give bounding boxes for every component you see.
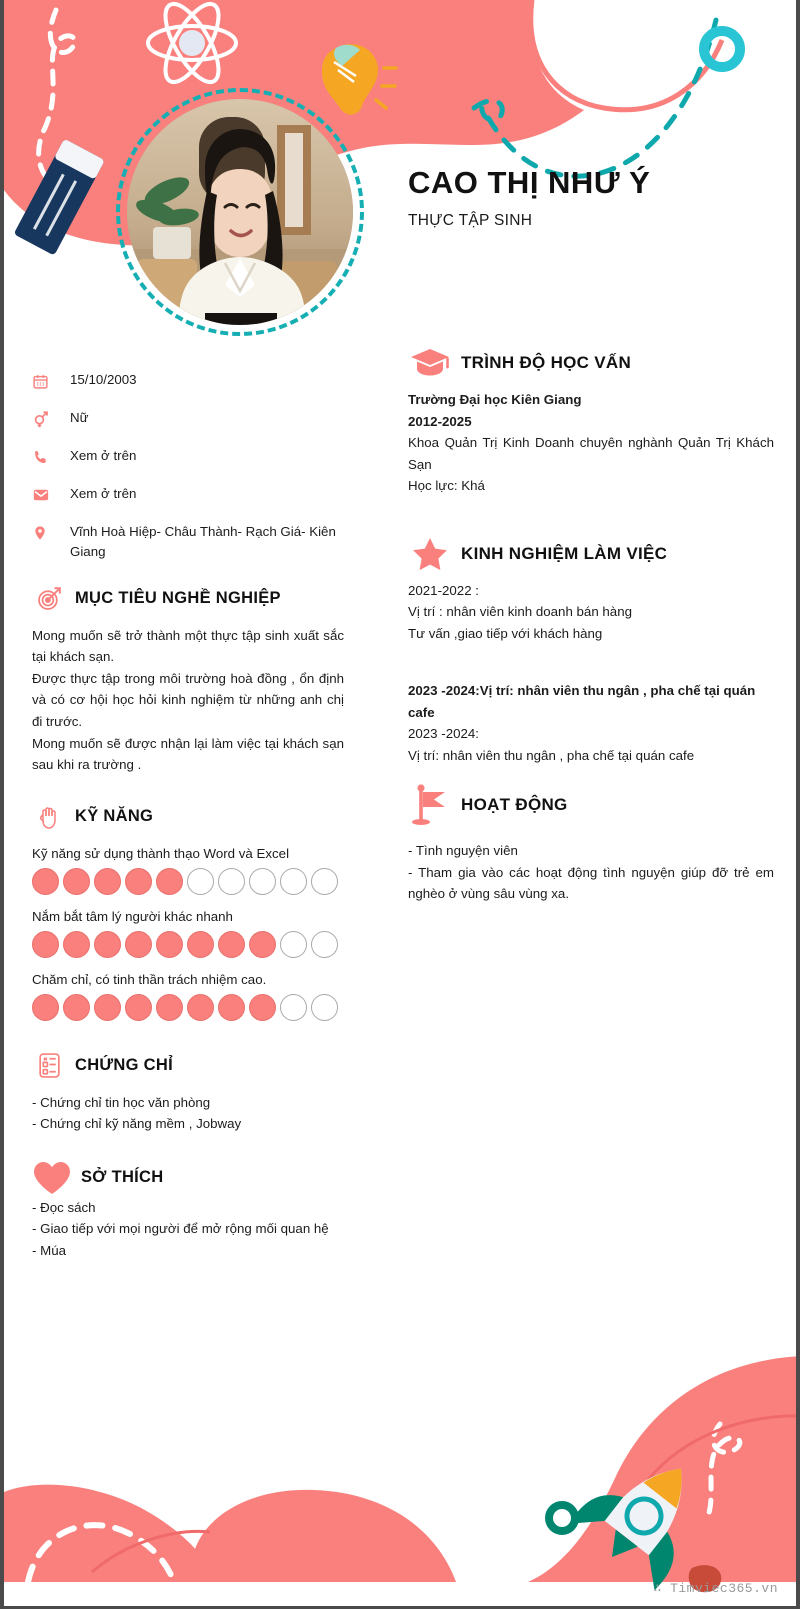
atom-nucleus <box>179 30 205 56</box>
skill-label: Chăm chỉ, có tinh thần trách nhiệm cao. <box>32 971 267 987</box>
hobby-item: - Đọc sách <box>32 1199 96 1215</box>
skill-item <box>32 972 344 1021</box>
section-title: KỸ NĂNG <box>75 807 154 826</box>
contact-value: Nữ <box>70 410 89 425</box>
objective-p1: Mong muốn sẽ trở thành một thực tập sinh xuất sắc tại khách sạn. <box>32 627 344 665</box>
experience-detail: Tư vấn ,giao tiếp với khách hàng <box>408 625 603 641</box>
section-title: CHỨNG CHỈ <box>75 1056 173 1075</box>
rating-dot-empty <box>280 868 307 895</box>
hobby-item: - Giao tiếp với mọi người để mở rộng mối quan hệ <box>32 1221 329 1237</box>
skill-label: Nắm bắt tâm lý người khác nhanh <box>32 908 233 924</box>
section-title: SỞ THÍCH <box>81 1168 164 1187</box>
rating-dot-filled <box>32 994 59 1021</box>
contact-item-birthday <box>32 370 344 391</box>
section-title: MỤC TIÊU NGHỀ NGHIỆP <box>75 589 281 608</box>
skill-rating-1 <box>32 931 344 958</box>
skill-item <box>32 846 344 895</box>
contact-value: 15/10/2003 <box>70 372 137 387</box>
rating-dot-empty <box>311 868 338 895</box>
section-header <box>32 1051 344 1081</box>
graduation-cap-icon <box>408 348 452 378</box>
rating-dot-filled <box>187 931 214 958</box>
section-objective <box>32 584 344 776</box>
section-header <box>408 539 774 569</box>
contact-value: Xem ở trên <box>70 448 137 463</box>
skill-label: Kỹ năng sử dụng thành thạo Word và Excel <box>32 845 290 861</box>
rating-dot-filled <box>94 868 121 895</box>
experience-position: Vị trí : nhân viên kinh doanh bán hàng <box>408 604 632 620</box>
section-header <box>408 348 774 378</box>
activity-item: - Tham gia vào các hoạt động tình nguyện giúp đỡ trẻ em nghèo ở vùng sâu vùng xa. <box>408 864 774 902</box>
section-skills <box>32 802 344 1021</box>
phone-icon <box>32 447 58 467</box>
experience-period: 2023 -2024: <box>408 726 479 742</box>
target-icon <box>32 584 66 614</box>
skill-rating-2 <box>32 994 344 1021</box>
gender-icon <box>32 409 58 429</box>
rating-dot-filled <box>94 994 121 1021</box>
rating-dot-filled <box>125 931 152 958</box>
contact-item-address <box>32 522 344 562</box>
name-block <box>408 166 650 230</box>
experience-position: Vị trí: nhân viên thu ngân , pha chế tại quán cafe <box>408 747 695 763</box>
rating-dot-filled <box>125 868 152 895</box>
rating-dot-filled <box>63 931 90 958</box>
rating-dot-filled <box>125 994 152 1021</box>
contact-value: Xem ở trên <box>70 486 137 501</box>
rating-dot-empty <box>249 868 276 895</box>
contact-value: Vĩnh Hoà Hiệp- Châu Thành- Rạch Giá- Kiên Giang <box>70 524 336 559</box>
right-column <box>408 348 774 905</box>
star-icon <box>408 539 452 569</box>
education-years: 2012-2025 <box>408 413 472 429</box>
section-header <box>32 584 344 614</box>
rating-dot-empty <box>280 994 307 1021</box>
rating-dot-filled <box>63 994 90 1021</box>
skill-rating-0 <box>32 868 344 895</box>
education-major: Khoa Quản Trị Kinh Doanh chuyên nghành Quản Trị Khách Sạn <box>408 435 774 472</box>
section-title: HOẠT ĐỘNG <box>461 795 568 815</box>
rating-dot-filled <box>32 931 59 958</box>
hand-icon <box>32 802 66 832</box>
rating-dot-empty <box>311 994 338 1021</box>
pink-hill-center <box>191 1490 456 1582</box>
rating-dot-empty <box>218 868 245 895</box>
footer-decoration <box>4 1316 800 1606</box>
section-education <box>408 348 774 497</box>
section-hobbies <box>32 1163 344 1262</box>
rating-dot-filled <box>249 994 276 1021</box>
section-header <box>32 1163 344 1193</box>
section-title: KINH NGHIỆM LÀM VIỆC <box>461 543 668 563</box>
objective-p2: Được thực tập trong môi trường hoà đồng , ổn định và có cơ hội học hỏi kinh nghiệm từ những anh chị đi trước. <box>32 670 344 729</box>
rating-dot-filled <box>187 994 214 1021</box>
experience-period: 2021-2022 : <box>408 582 479 598</box>
section-experience <box>408 539 774 767</box>
contact-list <box>32 370 344 562</box>
left-column <box>32 370 344 1261</box>
objective-p3: Mong muốn sẽ được nhận lại làm việc tại khách sạn sau khi ra trường . <box>32 735 344 773</box>
hobby-item: - Múa <box>32 1242 66 1258</box>
section-header <box>32 802 344 832</box>
avatar <box>116 88 364 336</box>
rating-dot-filled <box>249 931 276 958</box>
section-activities <box>408 790 774 905</box>
contact-item-phone <box>32 446 344 467</box>
calendar-icon <box>32 371 58 391</box>
rating-dot-filled <box>94 931 121 958</box>
location-icon <box>32 523 58 543</box>
education-grade: Học lực: Khá <box>408 478 485 494</box>
pink-swoosh <box>531 0 722 110</box>
job-title: THỰC TẬP SINH <box>408 211 533 229</box>
watermark: ∴ Timviec365.vn <box>653 1581 778 1596</box>
rating-dot-filled <box>32 868 59 895</box>
flag-icon <box>408 790 452 820</box>
avatar-dashed-ring <box>116 88 364 336</box>
email-icon <box>32 485 58 505</box>
rating-dot-filled <box>156 931 183 958</box>
teal-ring-small-icon <box>549 1505 575 1531</box>
contact-item-gender <box>32 408 344 429</box>
rating-dot-empty <box>187 868 214 895</box>
certificate-icon <box>32 1051 66 1081</box>
section-title: TRÌNH ĐỘ HỌC VẤN <box>461 353 632 372</box>
certificate-item: - Chứng chỉ tin học văn phòng <box>32 1094 211 1110</box>
experience-headline: 2023 -2024:Vị trí: nhân viên thu ngân , pha chế tại quán cafe <box>408 683 756 720</box>
education-school: Trường Đại học Kiên Giang <box>408 392 582 407</box>
rating-dot-empty <box>311 931 338 958</box>
page-title: CAO THỊ NHƯ Ý <box>408 165 651 200</box>
skill-item <box>32 909 344 958</box>
activity-item: - Tình nguyện viên <box>408 843 518 859</box>
rating-dot-filled <box>218 931 245 958</box>
heart-icon <box>32 1163 72 1193</box>
section-certificates <box>32 1051 344 1135</box>
certificate-item: - Chứng chỉ kỹ năng mềm , Jobway <box>32 1116 242 1132</box>
section-header <box>408 790 774 820</box>
rating-dot-filled <box>156 868 183 895</box>
rating-dot-filled <box>156 994 183 1021</box>
rating-dot-empty <box>280 931 307 958</box>
rating-dot-filled <box>218 994 245 1021</box>
rating-dot-filled <box>63 868 90 895</box>
contact-item-email <box>32 484 344 505</box>
